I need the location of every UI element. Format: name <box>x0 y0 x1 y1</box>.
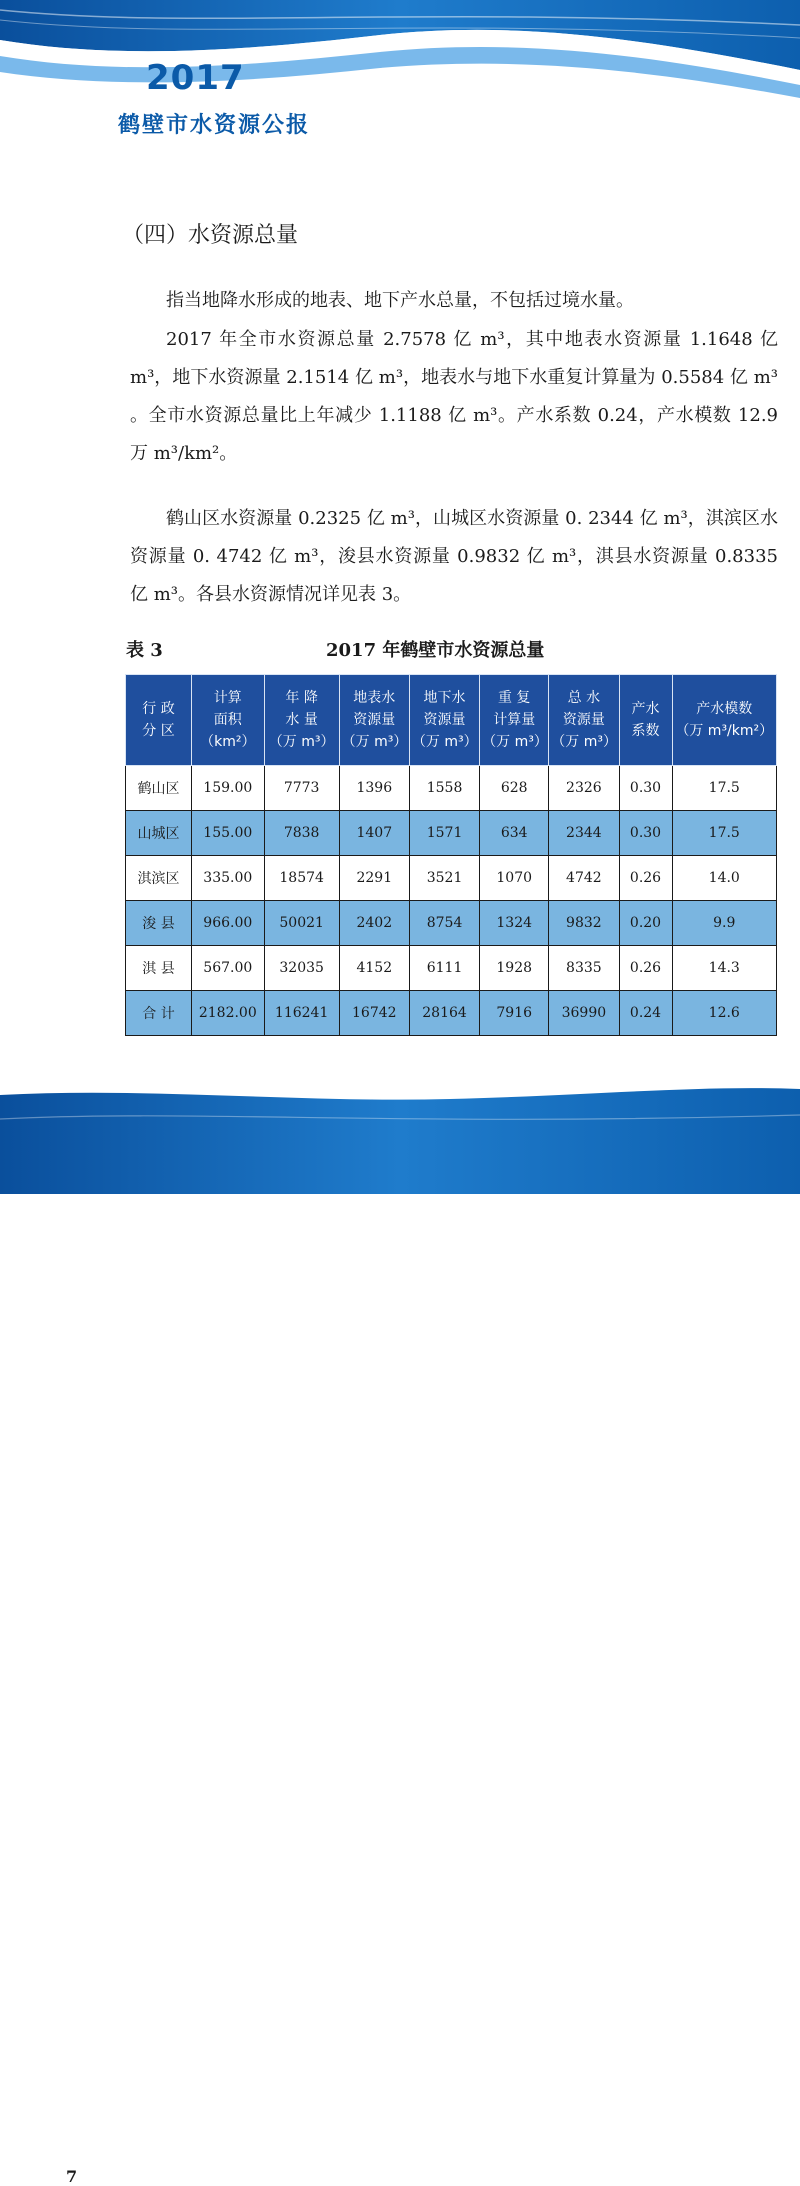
cell-area: 567.00 <box>191 946 264 991</box>
header-cell-yield-coefficient: 产水 系数 <box>619 675 672 766</box>
cell-district: 淇 县 <box>126 946 192 991</box>
cell-precipitation: 18574 <box>264 856 339 901</box>
cell-precipitation: 116241 <box>264 991 339 1036</box>
cell-area: 159.00 <box>191 766 264 811</box>
cell-groundwater: 3521 <box>409 856 479 901</box>
cell-district: 淇滨区 <box>126 856 192 901</box>
cell-surface-water: 1407 <box>339 811 409 856</box>
cell-total: 36990 <box>549 991 619 1036</box>
cell-total: 2326 <box>549 766 619 811</box>
cell-surface-water: 16742 <box>339 991 409 1036</box>
cell-total: 8335 <box>549 946 619 991</box>
cell-district: 鹤山区 <box>126 766 192 811</box>
cell-overlap: 634 <box>480 811 549 856</box>
cell-surface-water: 4152 <box>339 946 409 991</box>
table-label: 表 3 <box>126 640 163 661</box>
header-cell-groundwater: 地下水 资源量 （万 m³） <box>409 675 479 766</box>
cell-yield-coefficient: 0.20 <box>619 901 672 946</box>
definition-paragraph: 指当地降水形成的地表、地下产水总量，不包括过境水量。 <box>166 290 634 311</box>
cell-groundwater: 1571 <box>409 811 479 856</box>
cell-precipitation: 7838 <box>264 811 339 856</box>
cell-yield-modulus: 17.5 <box>672 811 777 856</box>
header-cell-area: 计算 面积 （km²） <box>191 675 264 766</box>
cell-precipitation: 50021 <box>264 901 339 946</box>
cell-yield-coefficient: 0.26 <box>619 856 672 901</box>
cell-total: 2344 <box>549 811 619 856</box>
cell-precipitation: 7773 <box>264 766 339 811</box>
cell-yield-coefficient: 0.30 <box>619 766 672 811</box>
table-row <box>126 766 777 811</box>
cell-district: 浚 县 <box>126 901 192 946</box>
cell-overlap: 1324 <box>480 901 549 946</box>
cell-yield-coefficient: 0.26 <box>619 946 672 991</box>
report-title: 鹤壁市水资源公报 <box>118 113 311 138</box>
footer-banner <box>0 1075 800 2186</box>
cell-groundwater: 6111 <box>409 946 479 991</box>
cell-total: 9832 <box>549 901 619 946</box>
table-row <box>126 856 777 901</box>
cell-area: 966.00 <box>191 901 264 946</box>
cell-yield-coefficient: 0.30 <box>619 811 672 856</box>
cell-yield-coefficient: 0.24 <box>619 991 672 1036</box>
cell-surface-water: 2291 <box>339 856 409 901</box>
table-row <box>126 811 777 856</box>
footer-wave-graphic <box>0 1075 800 1194</box>
district-paragraph: 鹤山区水资源量 0.2325 亿 m³，山城区水资源量 0. 2344 亿 m³，淇滨区水资源量 0. 4742 亿 m³，浚县水资源量 0.9832 亿 m³，淇县水资源量 0.8335 亿 m³。各县水资源情况详见表 3。 <box>130 508 778 605</box>
cell-yield-modulus: 9.9 <box>672 901 777 946</box>
page-number: 7 <box>66 2167 78 2186</box>
cell-district: 合 计 <box>126 991 192 1036</box>
cell-district: 山城区 <box>126 811 192 856</box>
cell-groundwater: 8754 <box>409 901 479 946</box>
cell-groundwater: 1558 <box>409 766 479 811</box>
cell-yield-modulus: 14.0 <box>672 856 777 901</box>
cell-precipitation: 32035 <box>264 946 339 991</box>
cell-yield-modulus: 12.6 <box>672 991 777 1036</box>
cell-overlap: 1928 <box>480 946 549 991</box>
table-header-row <box>126 675 777 766</box>
cell-area: 155.00 <box>191 811 264 856</box>
header-cell-overlap: 重 复 计算量 （万 m³） <box>480 675 549 766</box>
cell-yield-modulus: 14.3 <box>672 946 777 991</box>
header-cell-yield-modulus: 产水模数 （万 m³/km²） <box>672 675 777 766</box>
cell-area: 2182.00 <box>191 991 264 1036</box>
header-cell-total: 总 水 资源量 （万 m³） <box>549 675 619 766</box>
table-row <box>126 946 777 991</box>
table-caption <box>126 636 776 666</box>
header-cell-surface-water: 地表水 资源量 （万 m³） <box>339 675 409 766</box>
header-banner <box>0 0 800 150</box>
cell-total: 4742 <box>549 856 619 901</box>
cell-surface-water: 2402 <box>339 901 409 946</box>
table-title: 2017 年鹤壁市水资源总量 <box>326 640 545 661</box>
cell-yield-modulus: 17.5 <box>672 766 777 811</box>
cell-groundwater: 28164 <box>409 991 479 1036</box>
report-year: 2017 <box>146 58 245 98</box>
header-cell-precipitation: 年 降 水 量 （万 m³） <box>264 675 339 766</box>
cell-overlap: 628 <box>480 766 549 811</box>
water-resources-table <box>125 674 777 1036</box>
section-heading: （四）水资源总量 <box>122 223 299 248</box>
cell-overlap: 7916 <box>480 991 549 1036</box>
cell-area: 335.00 <box>191 856 264 901</box>
table-row <box>126 901 777 946</box>
header-cell-district: 行 政 分 区 <box>126 675 192 766</box>
summary-paragraph: 2017 年全市水资源总量 2.7578 亿 m³，其中地表水资源量 1.1648 亿 m³，地下水资源量 2.1514 亿 m³，地表水与地下水重复计算量为 0.5584 亿 m³ 。全市水资源总量比上年减少 1.1188 亿 m³。产水系数 0.24，产水模数 12.9 万 m³/km²。 <box>130 329 778 464</box>
table-row-total <box>126 991 777 1036</box>
cell-overlap: 1070 <box>480 856 549 901</box>
cell-surface-water: 1396 <box>339 766 409 811</box>
